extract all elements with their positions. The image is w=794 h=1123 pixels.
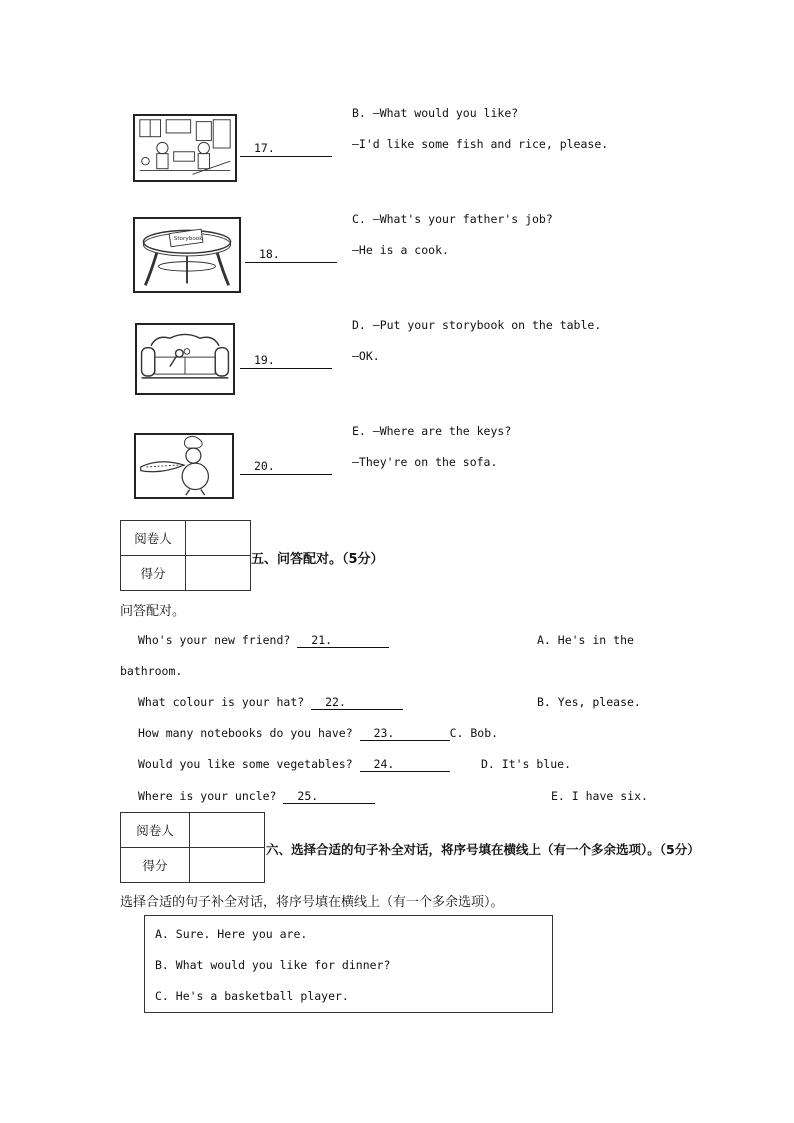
answer-blank-22[interactable] [311, 695, 403, 710]
table-illustration [135, 219, 239, 291]
score-label: 得分 [121, 848, 190, 883]
question-number-23: 23. [373, 726, 395, 740]
question-number-22: 22. [325, 695, 346, 709]
section6-options-box [144, 915, 553, 1013]
grader-cell[interactable] [186, 521, 251, 556]
answer-blank-25[interactable] [283, 789, 375, 804]
grader-table-section6 [120, 812, 265, 883]
qa-question-text: What colour is your hat? [138, 695, 305, 709]
option-e-question: E. —Where are the keys? [352, 424, 512, 438]
section5-instruction: 问答配对。 [120, 604, 186, 619]
section5-heading: 五、问答配对。（5分） [251, 552, 384, 567]
answer-blank-19[interactable] [240, 354, 332, 369]
option-b-question: B. —What would you like? [352, 106, 519, 120]
picture-table-with-storybook [133, 217, 241, 293]
answer-blank-21[interactable] [297, 633, 389, 648]
option-c-answer: —He is a cook. [352, 243, 449, 257]
option-e-answer: —They're on the sofa. [352, 455, 498, 469]
question-number-17: 17. [254, 141, 275, 155]
qa-option-c: C. Bob. [449, 726, 499, 740]
section6-option-b: B. What would you like for dinner? [155, 958, 391, 972]
score-cell[interactable] [190, 848, 265, 883]
score-label: 得分 [121, 556, 186, 591]
qa-option-e: E. I have six. [551, 789, 648, 803]
qa-question-text: How many notebooks do you have? [138, 726, 353, 740]
qa-question-23 [138, 726, 498, 741]
question-number-20: 20. [254, 459, 275, 473]
question-number-25: 25. [297, 789, 319, 803]
picture-sofa-with-keys [135, 323, 235, 395]
qa-option-d: D. It's blue. [481, 757, 572, 771]
picture-kitchen-scene [133, 114, 237, 182]
qa-question-22 [138, 695, 403, 710]
option-c-question: C. —What's your father's job? [352, 212, 553, 226]
answer-blank-20[interactable] [240, 460, 332, 475]
qa-option-b: B. Yes, please. [537, 695, 641, 709]
answer-blank-23[interactable] [360, 726, 450, 741]
answer-blank-17[interactable] [240, 142, 332, 157]
qa-question-21 [138, 633, 389, 648]
qa-question-24 [138, 757, 450, 772]
kitchen-scene-illustration [135, 116, 235, 180]
cook-illustration [136, 435, 232, 497]
section6-heading: 六、选择合适的句子补全对话，将序号填在横线上（有一个多余选项）。（5分） [266, 842, 700, 857]
score-cell[interactable] [186, 556, 251, 591]
question-number-24: 24. [373, 757, 395, 771]
qa-question-text: Where is your uncle? [138, 789, 277, 803]
qa-question-text: Would you like some vegetables? [138, 757, 353, 771]
qa-question-25 [138, 789, 375, 804]
grader-label: 阅卷人 [121, 813, 190, 848]
storybook-label: Storybook [173, 235, 203, 242]
question-number-19: 19. [254, 353, 275, 367]
grader-table-section5 [120, 520, 251, 591]
grader-cell[interactable] [190, 813, 265, 848]
answer-blank-24[interactable] [360, 757, 450, 772]
question-number-21: 21. [311, 633, 333, 647]
qa-option-a: A. He's in the [537, 633, 634, 647]
grader-label: 阅卷人 [121, 521, 186, 556]
qa-question-text: Who's your new friend? [138, 633, 291, 647]
section6-instruction: 选择合适的句子补全对话，将序号填在横线上（有一个多余选项）。 [120, 895, 504, 910]
answer-blank-18[interactable] [245, 248, 337, 263]
option-d-question: D. —Put your storybook on the table. [352, 318, 602, 332]
qa-option-a-wrap: bathroom. [120, 664, 183, 678]
option-d-answer: —OK. [352, 349, 380, 363]
question-number-18: 18. [259, 247, 280, 261]
option-b-answer: —I'd like some fish and rice, please. [352, 137, 609, 151]
picture-cook-with-tray [134, 433, 234, 499]
sofa-illustration [137, 325, 233, 393]
section6-option-c: C. He's a basketball player. [155, 989, 349, 1003]
section6-option-a: A. Sure. Here you are. [155, 927, 308, 941]
